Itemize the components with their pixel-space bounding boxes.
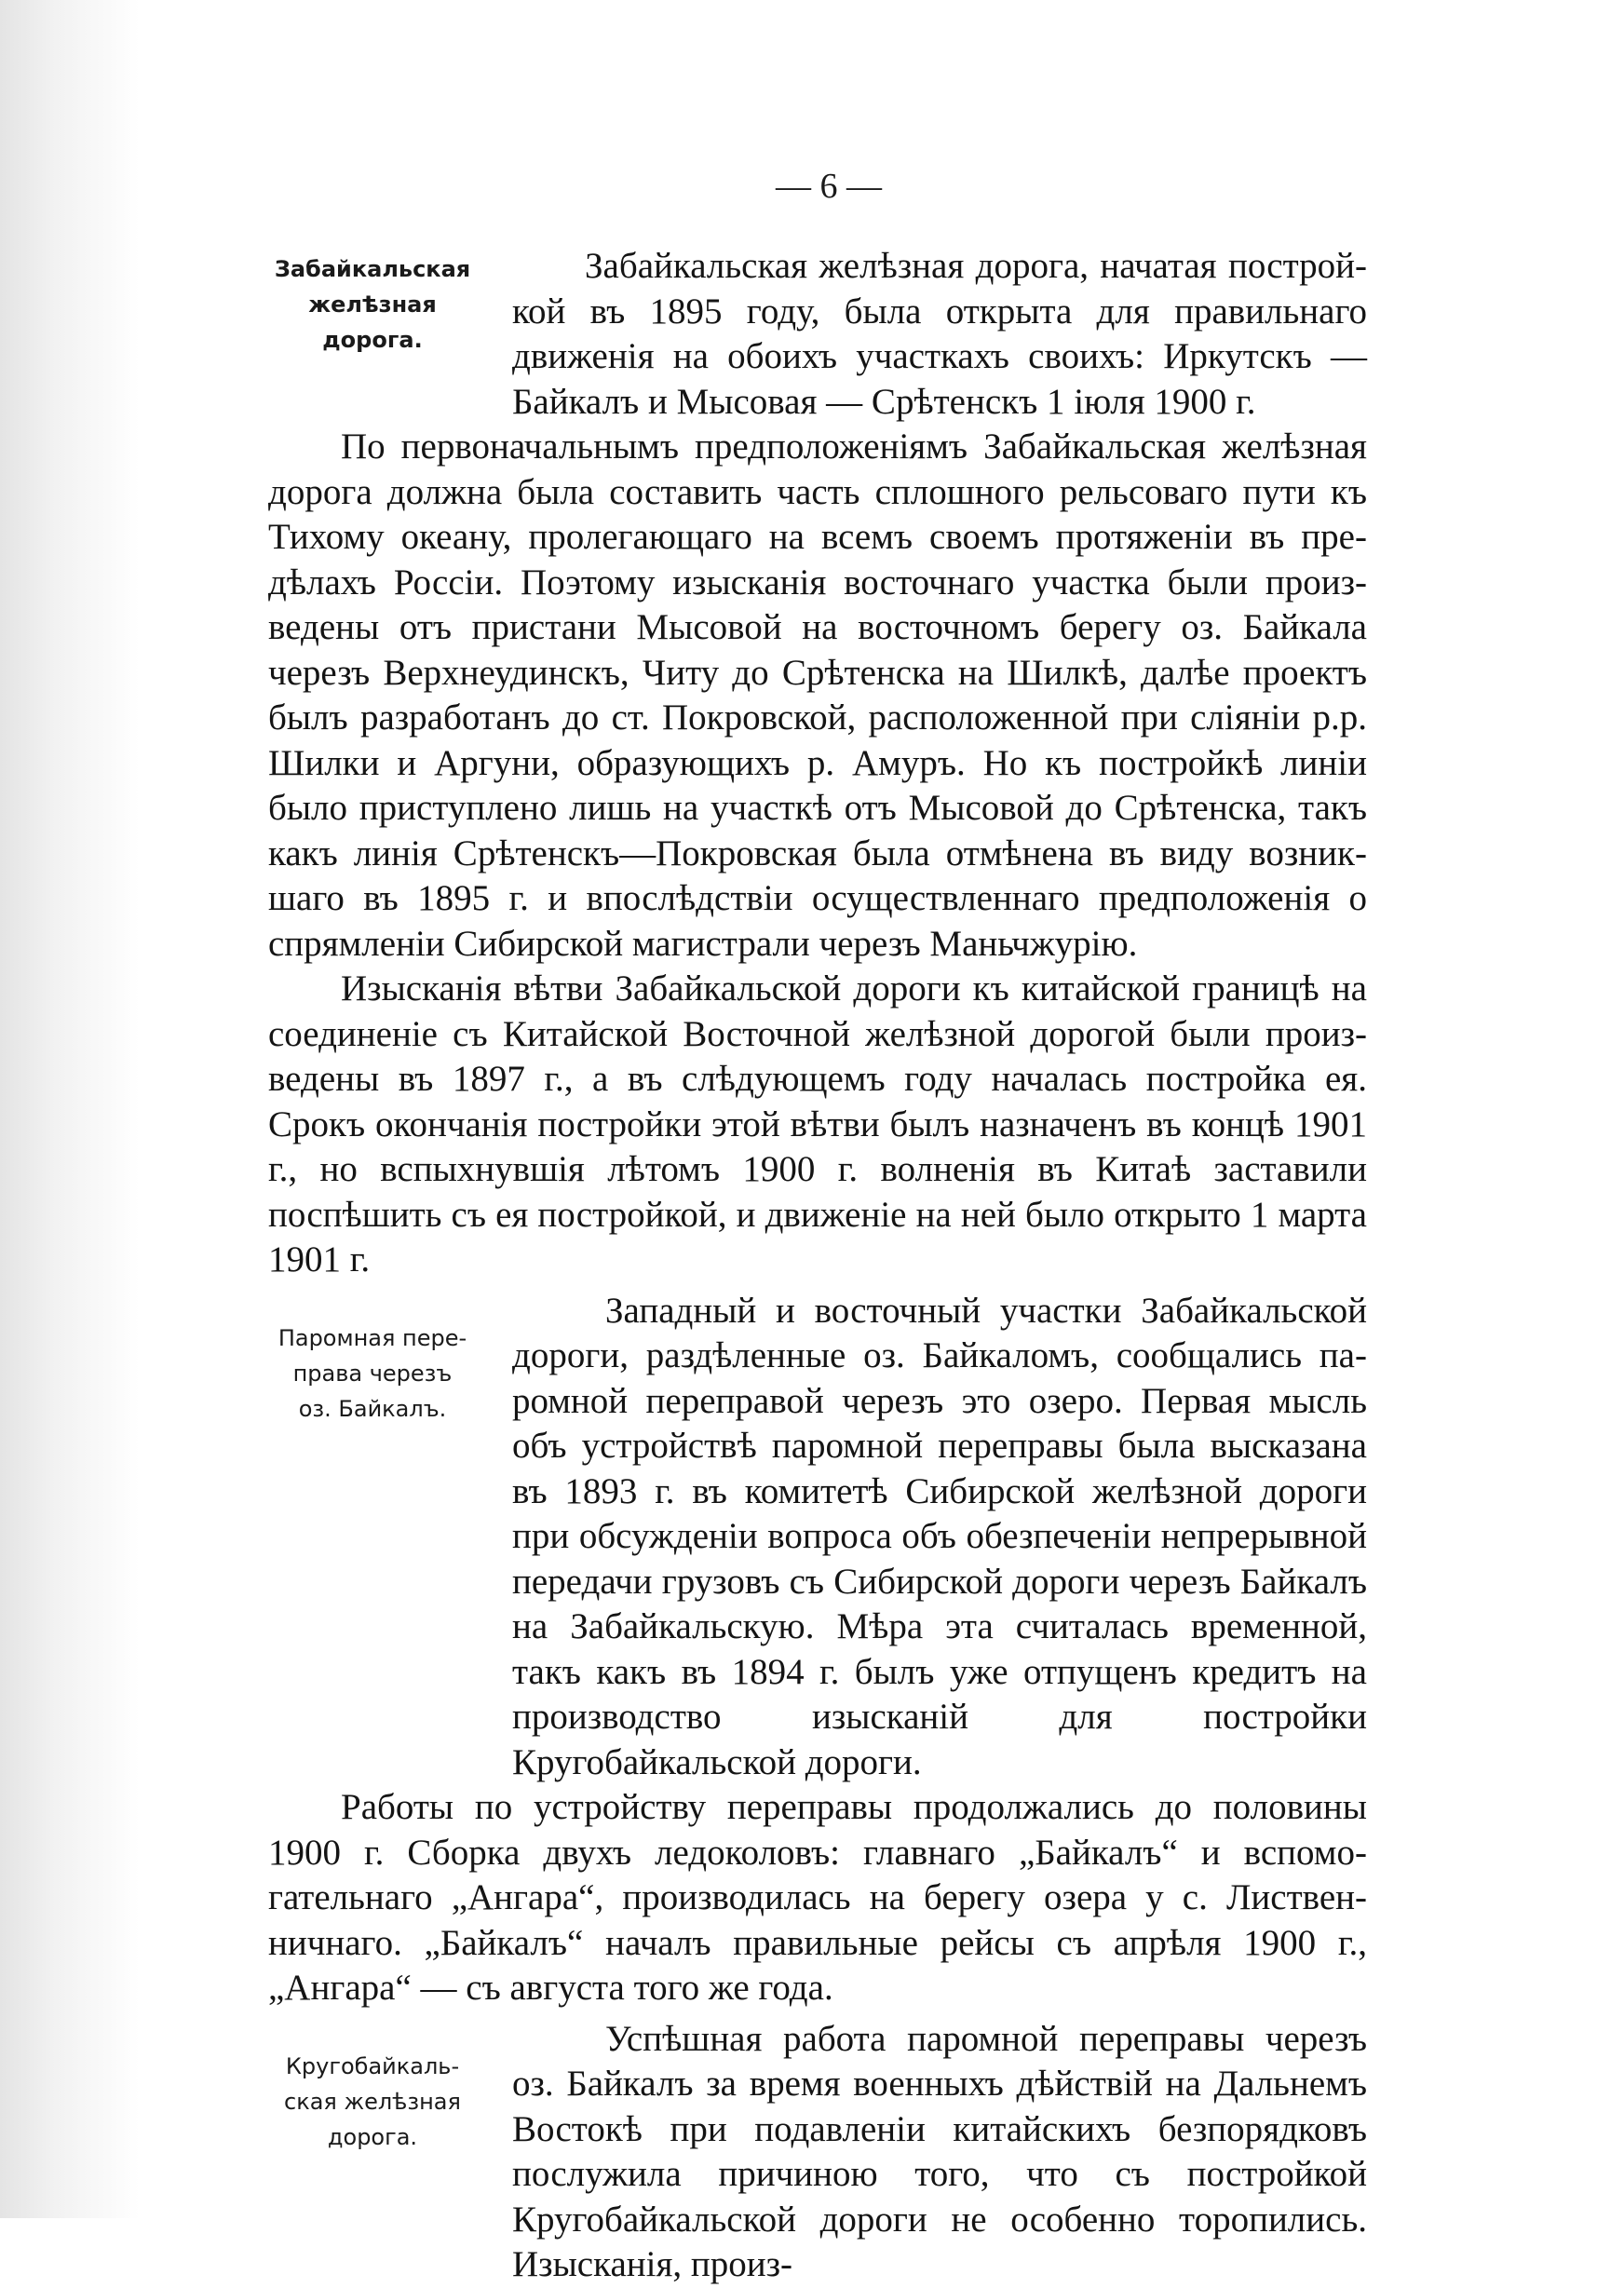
sidenote-krugobaikalskaya — [261, 2049, 484, 2155]
sidenote-line: Паромная пере- — [277, 1324, 467, 1351]
sidenote-zabaikalskaya — [261, 251, 484, 358]
section-ferry — [268, 1289, 1367, 2011]
section-zabaikalskaya — [268, 244, 1367, 1283]
paragraph: Западный и восточный участки Забайкальской дороги, раздѣленные оз. Байкаломъ, сообщались паромной переправой черезъ это озеро. Первая мысль объ устройствѣ паромной переправы была высказана въ 1893 г. въ комитетѣ Сибирской желѣзной дороги при обсужденіи вопроса объ обезпеченіи непрерывной передачи грузовъ съ Сибирской дороги черезъ Байкалъ на Забайкальскую. Мѣра эта считалась временной, такъ какъ въ 1894 г. былъ уже отпущенъ кредитъ на производство изысканій для постройки Кругобайкальской дороги. — [512, 1290, 1367, 1782]
sidenote-line: Забайкальская — [274, 256, 471, 282]
sidenote-line: Кругобайкаль- — [285, 2052, 460, 2079]
sidenote-ferry — [261, 1320, 484, 1427]
sidenote-line: оз. Байкалъ. — [298, 1395, 447, 1422]
page-body — [268, 244, 1367, 2288]
paragraph: Работы по устройству переправы продолжались до половины 1900 г. Сборка двухъ ледоколовъ: главнаго „Байкалъ“ и вспомогательнаго „Ангара“, производилась на берегу озера у с. Лиственничнаго. „Байкалъ“ началъ правильные рейсы съ апрѣля 1900 г., „Ангара“ — съ августа того же года. — [268, 1787, 1367, 2008]
paragraph: Успѣшная работа паромной переправы черезъ оз. Байкалъ за время военныхъ дѣйствій на Дальнемъ Востокѣ при подавленіи китайскихъ безпорядковъ послужила причиною того, что съ постройкой Кругобайкальской дороги не особенно торопились. Изысканія, произ- — [512, 2018, 1367, 2284]
sidenote-line: права черезъ — [292, 1360, 453, 1387]
page-number: — 6 — — [776, 167, 882, 206]
section-krugobaikalskaya — [268, 2017, 1367, 2288]
sidenote-line: дорога. — [327, 2123, 418, 2150]
sidenote-line: дорога. — [322, 327, 423, 353]
sidenote-line: ская желѣзная — [284, 2088, 461, 2115]
sidenote-line: желѣзная — [308, 291, 437, 318]
paragraph: Забайкальская желѣзная дорога, начатая постройкой въ 1895 году, была открыта для правильнаго движенія на обоихъ участкахъ своихъ: Иркутскъ — Байкалъ и Мысовая — Срѣтенскъ 1 іюля 1900 г. — [512, 246, 1367, 422]
scan-margin-shadow — [0, 0, 140, 2218]
paragraph: По первоначальнымъ предположеніямъ Забайкальская желѣзная дорога должна была составить часть сплошного рельсоваго пути къ Тихому океану, пролегающаго на всемъ своемъ протяженіи въ предѣлахъ Россіи. Поэтому изысканія восточнаго участка были произведены отъ пристани Мысовой на восточномъ берегу оз. Байкала черезъ Верхнеудинскъ, Читу до Срѣтенска на Шилкѣ, далѣе проектъ былъ разработанъ до ст. Покровской, расположенной при сліяніи р.р. Шилки и Аргуни, образующихъ р. Амуръ. Но къ постройкѣ линіи было приступлено лишь на участкѣ отъ Мысовой до Срѣтенска, такъ какъ линія Срѣтенскъ—Покровская была отмѣнена въ виду возникшаго въ 1895 г. и впослѣдствіи осуществленнаго предположенія о спрямленіи Сибирской магистрали черезъ Маньчжурію. — [268, 426, 1367, 964]
paragraph: Изысканія вѣтви Забайкальской дороги къ китайской границѣ на соединеніе съ Китайской Восточной желѣзной дорогой были произведены въ 1897 г., а въ слѣдующемъ году началась постройка ея. Срокъ окончанія постройки этой вѣтви былъ назначенъ въ концѣ 1901 г., но вспыхнувшія лѣтомъ 1900 г. волненія въ Китаѣ заставили поспѣшить съ ея постройкой, и движеніе на ней было открыто 1 марта 1901 г. — [268, 968, 1367, 1279]
